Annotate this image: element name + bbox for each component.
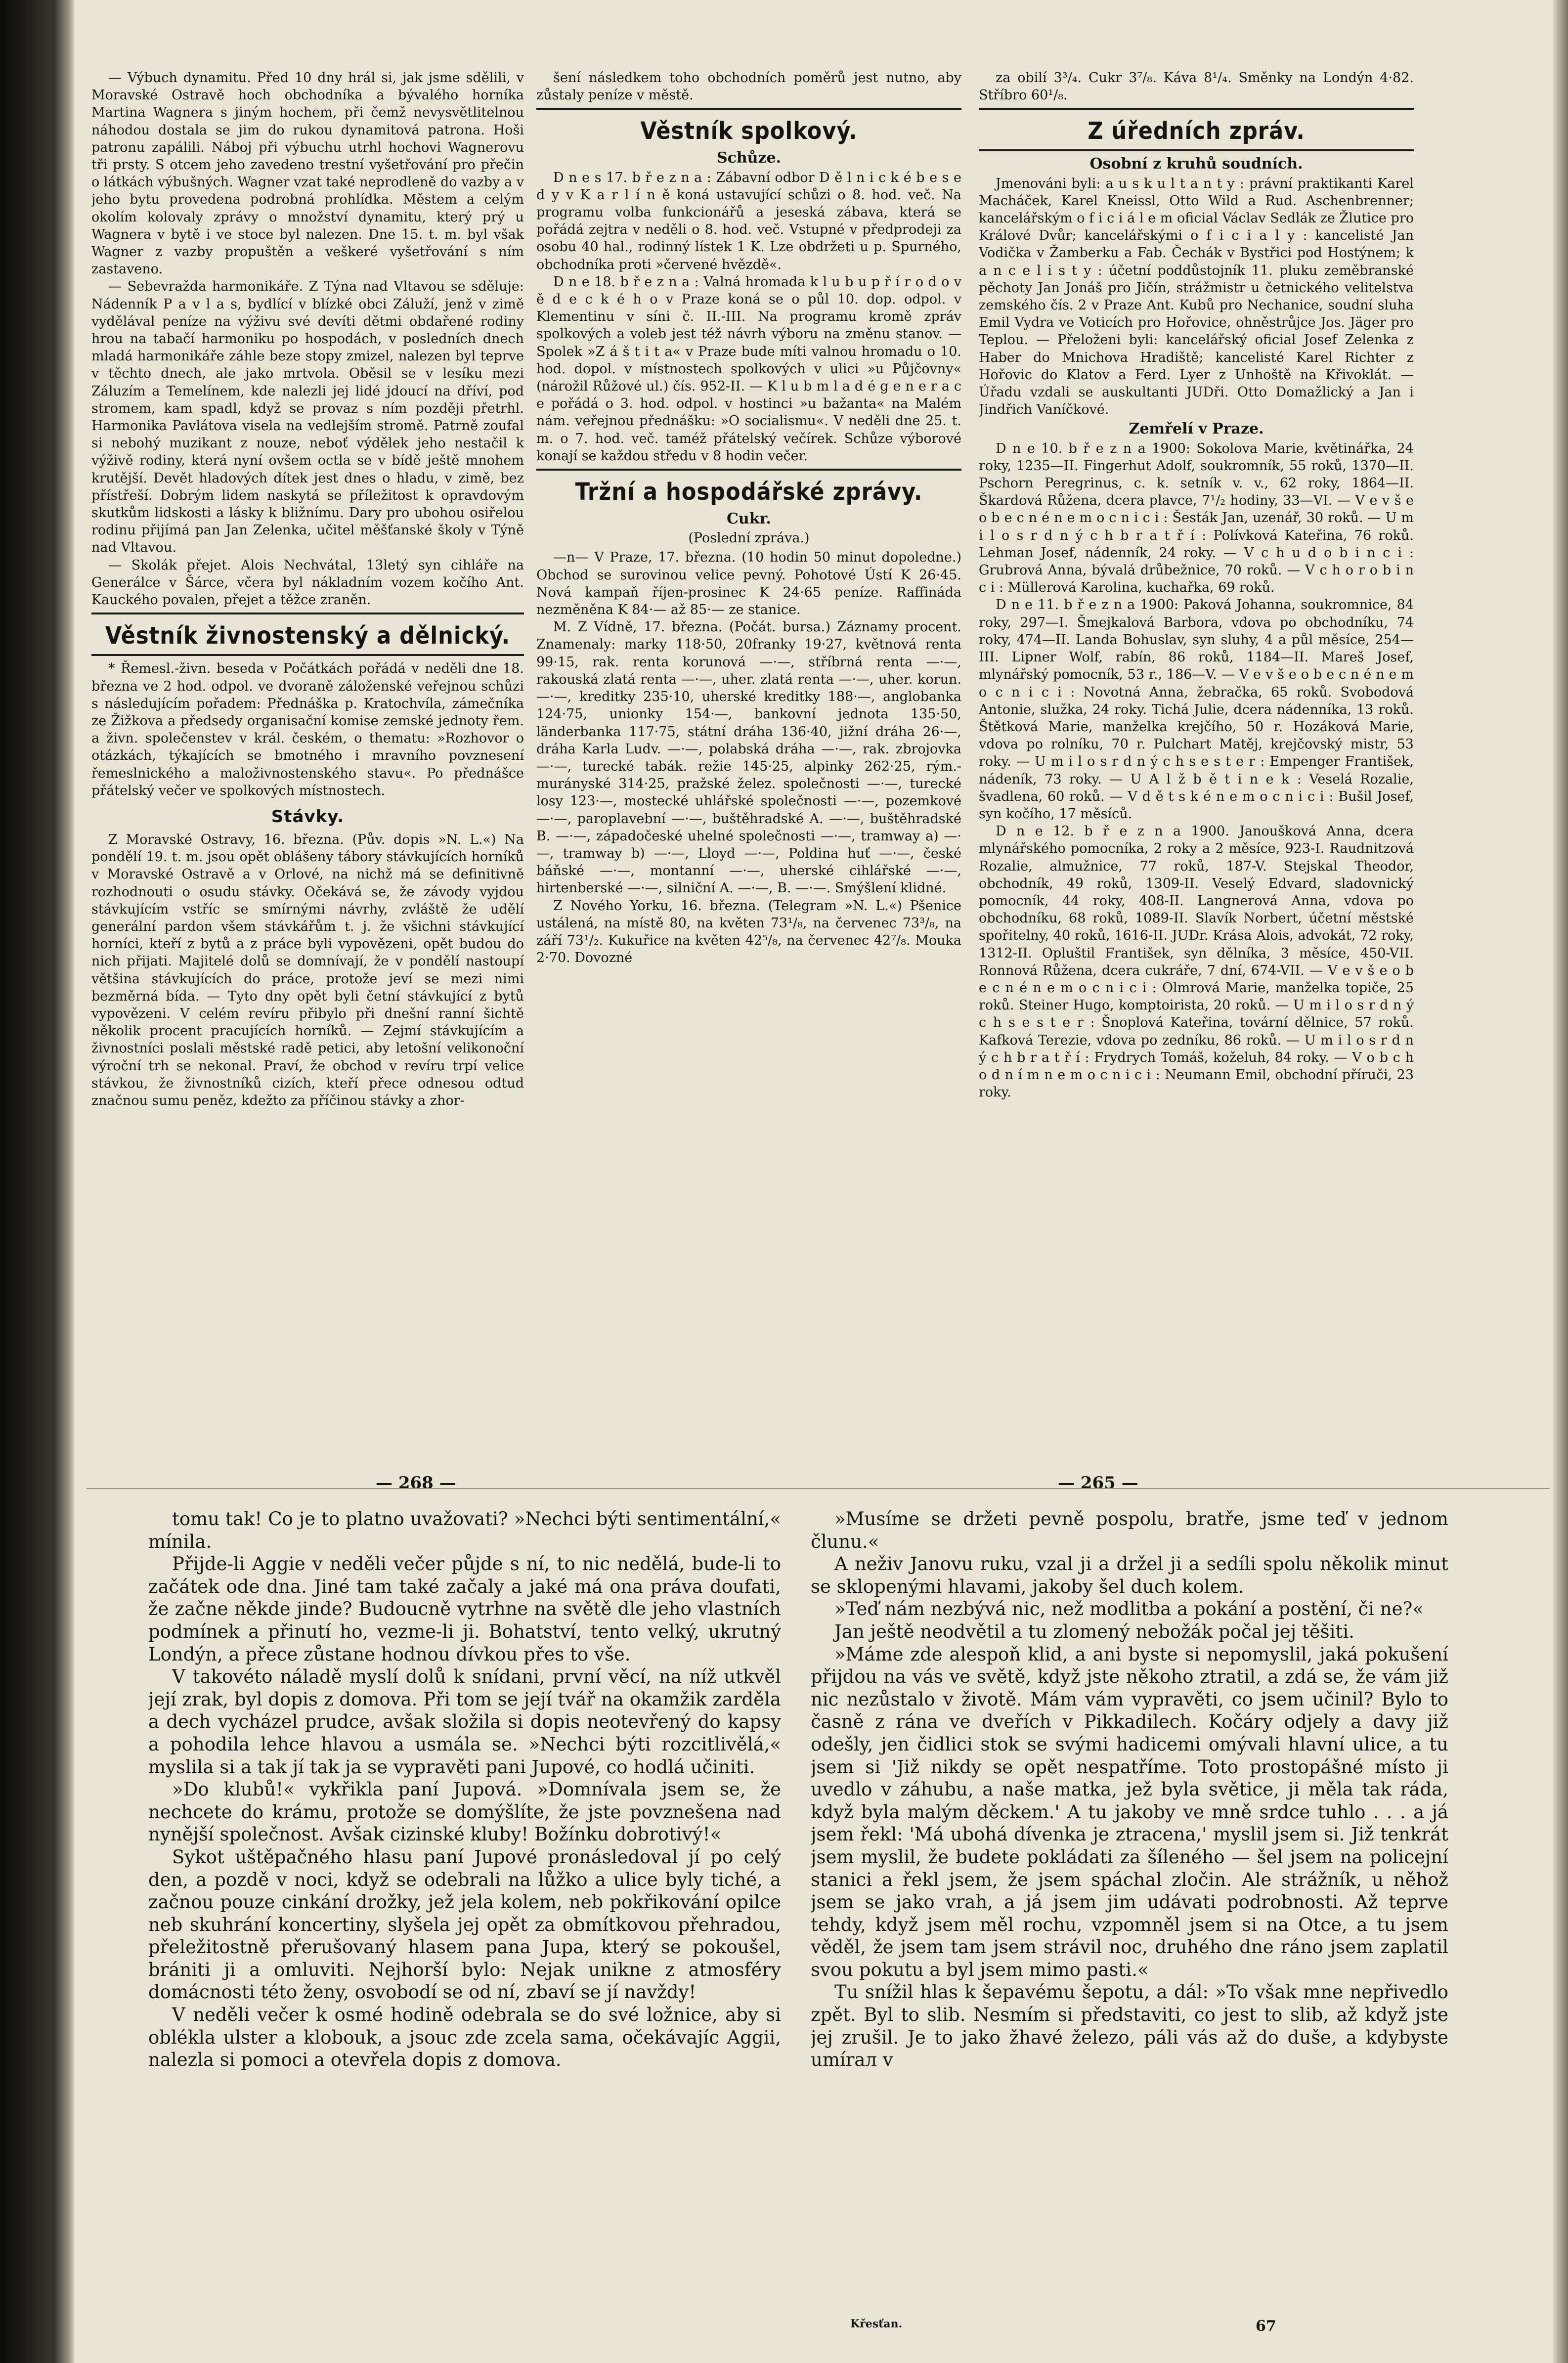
novel-paragraph: V takovéto náladě myslí dolů k snídani, první věcí, na níž utkvěl její zrak, byl dopis z domova. Při tom se její tvář na okamžik zarděla a dech vycházel prudce, avšak složila si dopis neotevřený do kapsy a pohodila lehce hlavou a usmála se. »Nechci býti rozcitlivělá,« myslila si a tak jí tak ja se vypravěti pani Jupové, co hodlá učiniti. [148,1666,781,1778]
page-edge [1553,0,1568,2363]
article-paragraph: D n e 10. b ř e z n a 1900: Sokolova Marie, květinářka, 24 roky, 1235—II. Fingerhut Adolf, soukromník, 55 roků, 1370—II. Pschorn Peregrinus, c. k. setník v. v., 62 roky, 1864—II. Škardová Růžena, dcera plavce, 7¹/₂ hodiny, 33—VI. — V e v š e o b e c n é n e m o c n i c i : Šesták Jan, uzenář, 30 roků. — U m i l o s r d n ý c h b r a t ř í : Polívková Kateřina, 76 roků. Lehman Josef, nádenník, 24 roky. — V c h u d o b i n c i : Grubrová Anna, bývalá drůbežnice, 70 roků. — V c h o r o b i n c i : Müllerová Karolina, kuchařka, 69 roků. [979,440,1414,596]
column-3-appointments [979,175,1414,419]
article-paragraph: —n— V Praze, 17. března. (10 hodin 50 minut dopoledne.) Obchod se surovinou velice pevný. Pohotové Ústí K 26·45. Nová kampaň říjen-prosinec K 24·65 peníze. Raffináda nezměněna K 84·— až 85·— ze stanice. [536,550,961,618]
column-2-meetings [536,169,961,465]
novel-paragraph: Přijde-li Aggie v neděli večer půjde s ní, to nic nedělá, bude-li to začátek ode dna. Jiné tam také začaly a jaké má ona práva doufati, že začne někde jinde? Budoucně vytrhne na světě dle jeho vlastních podmínek a přinutí ho, vezme-li ji. Bohatství, tento velký, ukrutný Londýn, a přece zůstane hodnou dívkou přes to vše. [148,1553,781,1665]
novel-paragraph: »Teď nám nezbývá nic, než modlitba a pokání a postění, či ne?« [834,1598,1424,1620]
novel-paragraph: Tu snížil hlas k šepavému šepotu, a dál: »To však mne nepřivedlo zpět. Byl to slib. Nesmím si představiti, co jest to slib, až když jste jej zrušil. Je to jako žhavé železo, páli vás až do duše, a kdybyste umírал v [811,1981,1448,2071]
column-3-continuation [979,69,1414,104]
subheading-osobni: Osobní z kruhů soudních. [1089,155,1303,173]
novel-left-page [148,1508,781,2319]
column-2-continuation [536,69,961,104]
column-1-articles [91,69,524,609]
page-number-right: — 265 — [1058,1473,1138,1493]
article-paragraph: Jmenováni byli: a u s k u l t a n t y : právní praktikanti Karel Macháček, Karel Kneissl, Otto Wild a Rud. Aschenbrenner; kancelářským o f i c i á l e m oficial Václav Sedlák ze Žlutice pro Králové Dvůr; kancelářskými o f i c i a l y : kancelisté Jan Vodička v Žamberku a Fab. Čechák v Bystřici pod Hostýnem; k a n c e l i s t y : účetní poddůstojník 11. pluku zeměbranské pěchoty Jan Jonáš pro Jičín, strážmistr u četnického velitelstva zemského čís. 2 v Praze Ant. Kubů pro Nechanice, soudní sluha Emil Vydra ve Voticích pro Hořovice, ohněstrůjce Jos. Jäger pro Teplou. — Přeloženi byli: kancelářský oficial Josef Zelenka z Haber do Mnichova Hradiště; kancelisté Karel Richter z Hořovic do Klatov a Ferd. Lyer z Unhoště na Křivoklát. — Úřadu vzdali se auskultanti JUDři. Otto Domažlický a Jan i Jindřich Vaníčkové. [979,175,1414,418]
section-rule [536,108,961,110]
column-3-deaths [979,440,1414,1101]
subheading-cukr: Cukr. [727,510,771,528]
article-paragraph: M. Z Vídně, 17. března. (Počát. bursa.) Záznamy procent. Znamenaly: marky 118·50, 20franky 19·27, květnová renta 99·15, rak. renta korunová —·—, stříbrná renta —·—, rakouská zlatá renta —·—, uher. zlatá renta —·—, uher. korun. —·—, kreditky 235·10, uherské kreditky 188·—, anglobanka 124·75, unionky 154·—, bankovní jednota 135·50, länderbanka 117·75, státní dráha 136·40, jižní dráha 26·—, dráha Karla Ludv. —·—, polabská dráha —·—, rak. zbrojovka —·—, turecké tabák. režie 145·25, alpinky 262·25, rým.-murányské 314·25, pražské želez. společnosti —·—, turecké losy 123·—, mostecké uhlářské společnosti —·—, pozemkové —·—, paroplavební —·—, buštěhradské A. —·—, buštěhradské B. —·—, západočeské uhelné společnosti —·—, tramway a) —·—, tramway b) —·—, Lloyd —·—, Poldina huť —·—, české báňské —·—, montanní —·—, uherské cihlářské —·—, hirtenberské —·—, silniční A. —·—, B. —·—. Smýšlení klidné. [536,619,961,896]
signature-mark: Křesťan. [850,2318,903,2330]
section-rule [979,149,1414,151]
section-rule [91,654,524,656]
novel-paragraph: V neděli večer k osmé hodině odebrala se do své ložnice, aby si oblékla ulster a klobouk, a jsouc zde zcela sama, očekávajíc Aggii, nalezla si pomoci a otevřela dopis z domova. [148,2004,781,2071]
article-paragraph: Z Moravské Ostravy, 16. března. (Pův. dopis »N. L.«) Na pondělí 19. t. m. jsou opět oblášeny tábory stávkujících horníků v Moravské Ostravě a v Orlové, na nichž má se definitivně rozhodnouti o osudu stávky. Očekává se, že závody vyjdou stávkujícím vstříc se smírnými návrhy, zvláště že udělí generální pardon všem stávkářům t. j. že všichni stávkující horníci, kteří z bytů a z práce byli vypovězeni, opět budou do nich přijati. Majitelé dolů se domnívají, že v pondělí nastoupí většina stávkujících do práce, protože jeví se mezi nimi bezměrná bída. — Tyto dny opět byli četní stávkující z bytů vypovězeni. V celém revíru přibylo při dnešní ranní šichtě několik procent pracujících horníků. — Zejmí stávkujícím a živnostníci poslali městské radě petici, aby letošní velikonoční výroční trh se nekonal. Praví, že obchod v revíru trpí velice stávkou, že živnostníků cizích, kteří přece odnesou odtud značnou sumu peněz, kdežto za příčinou stávky a zhor- [91,831,524,1108]
section-rule [536,469,961,471]
column-2 [536,69,961,1439]
novel-right-page [811,1508,1448,2309]
section-rule [91,613,524,614]
article-paragraph: D n e 11. b ř e z n a 1900: Paková Johanna, soukromnice, 84 roky, 297—I. Šmejkalová Barbora, vdova po obchodníku, 74 roky, 474—II. Landa Bohuslav, syn sluhy, 4 a půl měsíce, 254—III. Lipner Wolf, rabín, 86 roků, 1184—II. Mareš Josef, mlynářský pomocník, 53 r., 186—V. — V e v š e o b e c n é n e m o c n i c i : Novotná Anna, žebračka, 65 roků. Svobodová Antonie, služka, 24 roky. Tichá Julie, dcera nádenníka, 13 roků. Štětková Marie, manželka krejčího, 50 r. Hozáková Marie, vdova po rolníku, 70 r. Pulchart Matěj, krejčovský mistr, 53 roky. — U m i l o s r d n ý c h s e s t e r : Empenger František, nádeník, 73 roky. — U A l ž b ě t i n e k : Veselá Rozalie, švadlena, 60 roků. — V d ě t s k é n e m o c n i c i : Bušil Josef, syn kočího, 17 měsíců. [979,597,1414,822]
novel-paragraph: A neživ Janovu ruku, vzal ji a držel ji a sedíli spolu několik minut se sklopenými hlavami, jakoby šel duch kolem. [811,1553,1448,1597]
article-paragraph: D n e 12. b ř e z n a 1900. Janoušková Anna, dcera mlynářského pomocníka, 2 roky a 2 měsíce, 923-I. Raudnitzová Rozalie, almužnice, 77 roků, 187-V. Stejskal Theodor, obchodník, 49 roků, 1309-II. Veselý Edvard, sladovnický pomocník, 44 roky, 408-II. Langnerová Anna, vdova po obchodníku, 68 roků, 1089-II. Slavík Norbert, účetní městské spořitelny, 40 roků, 1616-II. JUDr. Krása Alois, advokát, 72 roky, 1312-II. Opluštil František, syn dělníka, 3 měsíce, 450-VII. Ronnová Růžena, dcera cukráře, 7 dní, 674-VII. — V e v š e o b e c n é n e m o c n i c i : Olmrová Marie, manželka topiče, 25 roků. Steiner Hugo, komptoirista, 20 roků. — U m i l o s r d n ý c h s e s t e r : Šnoplová Kateřina, tovární dělnice, 57 roků. Kafková Terezie, vdova po zedníku, 86 roků. — U m i l o s r d n ý c h b r a t ř í : Frydrych Tomáš, koželuh, 84 roky. — V o b c h o d n í m n e m o c n i c i : Neumann Emil, obchodní příruči, 23 roky. [979,824,1414,1100]
column-2-market-reports [536,549,961,966]
page-divider [87,1488,1550,1489]
novel-paragraph: Jan ještě neodvětil a tu zlomený nebožák počal jej těšiti. [834,1620,1354,1642]
heading-vestnik-spolkovy: Věstník spolkový. [640,117,858,145]
column-1 [91,69,524,1439]
book-binding-shadow [0,0,74,2363]
sheet-number: 67 [1256,2318,1276,2335]
subheading-posledni-zprava: (Poslední zpráva.) [688,530,810,546]
subheading-zemreli: Zemřelí v Praze. [1129,420,1264,438]
section-rule [979,108,1414,110]
column-1-trade-notices [91,660,524,799]
article-paragraph: — Sebevražda harmonikáře. Z Týna nad Vltavou se sděluje: Nádenník P a v l a s, bydlící v blízké obci Záluží, jenž v zimě vydělával peníze na výživu své devíti dětmi obdařené rodiny hrou na tabačí harmoniku po hospodách, v posledních dnech mladá harmonikáře záhle beze stopy zmizel, nalezen byl teprve v těchto dnech, ale jako mrtvola. Oběsil se v lesíku mezi Záluzím a Temelínem, kde nalezli jej lidé jdoucí na dříví, pod stromem, kam spadl, když se provaz s ním později přetrhl. Harmonika Pavlátova visela na vedlejším stromě. Patrně zoufal si nebohý muzikant z nouze, neboť výdělek jeho nestačil k výživě rodiny, která nyní ovšem octla se v bídě ještě mnohem krutější. Devět hladových dítek jest dnes o hladu, v zimě, bez přístřeší. Dobrým lidem naskytá se příležitost k opravdovým skutkům lidskosti a lásky k bližnímu. Dary pro ubohou osiřelou rodinu přijímá pan Jan Zelenka, učitel měšťanské školy v Týně nad Vltavou. [91,279,524,556]
article-paragraph: D n e s 17. b ř e z n a : Zábavní odbor D ě l n i c k é b e s e d y v K a r l í n ě koná ustavující schůzi o 8. hod. več. Na programu volba funkcionářů a jeseská zábava, která se pořádá zejtra v neděli o 8. hod. več. Vstupné v předprodeji za osobu 40 hal., rodinný lístek 1 K. Lze obdržeti u p. Spurného, obchodníka proti »červené hvězdě«. [536,170,961,272]
subheading-schuze: Schůze. [716,149,782,167]
article-paragraph: * Řemesl.-živn. beseda v Počátkách pořádá v neděli dne 18. března ve 2 hod. odpol. ve dvoraně záloženské veřejnou schůzi s následujícím pořadem: Přednáška p. Kratochvíla, zámečníka ze Žižkova a předsedy organisační komise zemské jednoty řem. a živn. společenstev v král. českém, o thematu: »Rozhovor o otázkách, týkajících se bmotného i mravního povznesení řemeslnického a maloživnostenského stavu«. Po přednášce přátelský večer ve spolkových místnostech. [91,661,524,798]
novel-paragraph: tomu tak! Co je to platno uvažovati? »Nechci býti sentimentální,« mínila. [148,1508,781,1552]
column-3 [979,69,1414,1439]
article-paragraph: — Skolák přejet. Alois Nechvátal, 13letý syn cihláře na Generálce v Šárce, včera byl nákladním vozem kočího Ant. Kauckého povalen, přejet a těžce zraněn. [91,557,524,608]
heading-stavky: Stávky. [271,806,345,827]
article-paragraph: Z Nového Yorku, 16. března. (Telegram »N. L.«) Pšenice ustálená, na místě 80, na květen 73¹/₈, na červenec 73³/₈, na září 73¹/₂. Kukuřice na květen 42⁵/₈, na červenec 42⁷/₈. Mouka 2·70. Dovozné [536,898,961,966]
heading-vestnik-zivnostensky: Věstník živnostenský a dělnický. [105,622,511,650]
article-paragraph: šení následkem toho obchodních poměrů jest nutno, aby zůstaly peníze v městě. [536,70,961,103]
article-paragraph: D n e 18. b ř e z n a : Valná hromada k l u b u p ř í r o d o v ě d e c k é h o v Praze koná se o půl 10. dop. odpol. v Klementinu v síni č. II.-III. Na programu kromě zpráv spolkových a voleb jest též návrh výboru na změnu stanov. — Spolek »Z á š t i t a« v Praze bude míti valnou hromadu o 10. hod. dopol. v místnostech spolkových v ulici »u Půjčovny« (nárožil Růžové ul.) čís. 952-II. — K l u b m l a d é g e n e r a c e pořádá o 3. hod. odpol. v hostinci »u bažanta« na Malém nám. veřejnou přednášku: »O socialismu«. V neděli dne 25. t. m. o 7. hod. več. taméž přátelský večírek. Schůze výborové konají se každou středu v 8 hodin večer. [536,274,961,464]
page-number-left: — 268 — [376,1473,456,1493]
novel-paragraph: Sykot uštěpačného hlasu paní Jupové pronásledoval jí po celý den, a pozdě v noci, když se odebrali na lůžko a ulice byly tiché, a začnou pouze cinkání drožky, jež jela kolem, neb pokřikování opilce neb skuhrání koncertiny, slyšela jej opět za obmítkovou přehradou, přeležitostně přerušovaný hlasem pana Jupa, který se pokoušel, brániti ji a omluviti. Nejhorší bylo: Nejak unikne z atmosféry domácnosti této ženy, osvobodí se od ní, zbaví se jí navždy! [148,1846,781,2003]
heading-trzni-zpravy: Tržní a hospodářské zprávy. [575,478,923,506]
article-paragraph: za obilí 3³/₄. Cukr 3⁷/₈. Káva 8¹/₄. Směnky na Londýn 4·82. Stříbro 60¹/₈. [979,70,1414,103]
heading-z-urednich-zprav: Z úředních zpráv. [1088,117,1305,145]
novel-paragraph: »Máme zde alespoň klid, a ani byste si nepomyslil, jaká pokušení přijdou na vás ve světě, když jste někoho ztratil, a zdá se, že vám již nic nezůstalo v životě. Mám vám vypravěti, co jsem učinil? Bylo to časně z rána ve dveřích v Pikkadilech. Kočáry odjely a davy již odešly, jen čidlici stok se svými hadicemi omývali hlavní ulice, a tu jsem si 'Již nikdy se opět nespatříme. Toto prostopášné místo ji uvedlo v záhubu, a naše matka, jež byla světice, ji měla tak ráda, když byla malým děckem.' A tu jakoby ve mně srdce tuhlo . . . a já jsem řekl: 'Má ubohá dívenka je ztracena,' myslil jsem si. Již tenkrát jsem myslil, že budete pokládati za šíleného — šel jsem na policejní stanici a řekl jsem, že jsem spáchal zločin. Ale strážník, u něhož jsem se jako vrah, a já jsem jim udávati podrobnosti. Až teprve tehdy, když jsem měl rochu, vzpomněl jsem si na Otce, a tu jsem věděl, že jsem tam jsem strávil noc, druhého dne ráno jsem zaplatil svou pokutu a byl jsem mimo pasti.« [811,1643,1448,1980]
column-1-strike-report [91,831,524,1109]
article-paragraph: — Výbuch dynamitu. Před 10 dny hrál si, jak jsme sdělili, v Moravské Ostravě hoch obchodníka a bývalého horníka Martina Wagnera s jiným hochem, při čemž nevysvětlitelnou náhodou dostala se jim do rukou dynamitová patrona. Hoši patronu zapálili. Náboj při výbuchu utrhl hochovi Wagnerovu tři prsty. S otcem jeho zavedeno trestní vyšetřování pro přečin o látkách výbušných. Wagner vzat také neprodleně do vazby a v jeho bytu provedena podrobná prohlídka. Městem a celým okolím kolovaly zprávy o množství dynamitu, který prý u Wagnera v bytě i ve stoce byl nalezen. Dne 15. t. m. byl však Wagner z vazby propuštěn a veškeré vyšetřování s ním zastaveno. [91,70,524,277]
novel-paragraph: »Musíme se držeti pevně pospolu, bratře, jsme teď v jednom člunu.« [811,1508,1448,1552]
novel-paragraph: »Do klubů!« vykřikla paní Jupová. »Domnívala jsem se, že nechcete do krámu, protože se domýšlíte, že jste povznešena nad nynější společnost. Avšak cizinské kluby! Božínku dobrotivý!« [148,1779,781,1845]
